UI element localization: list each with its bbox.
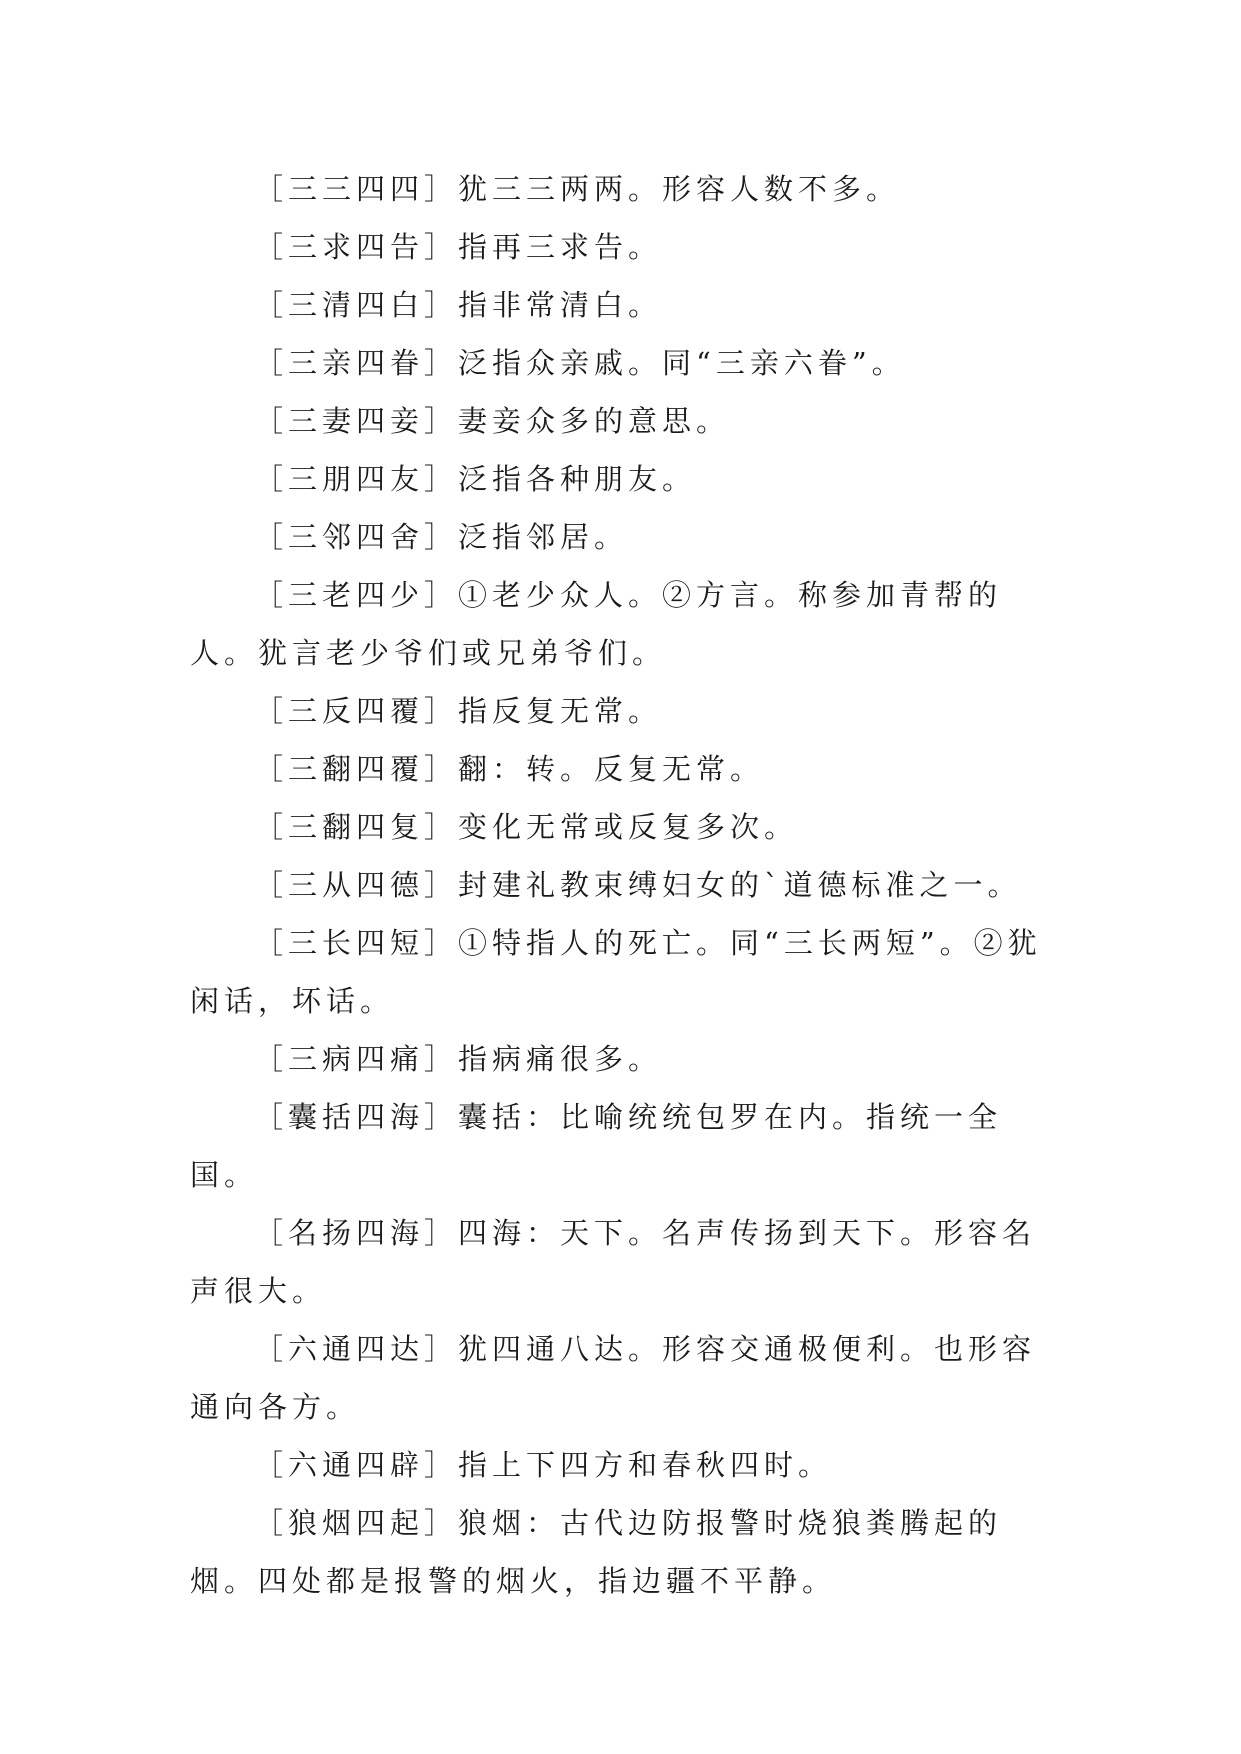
- idiom-entry: ［三反四覆］指反复无常。: [254, 694, 663, 728]
- idiom-entry: ［三妻四妾］妻妾众多的意思。: [254, 404, 731, 438]
- idiom-entry: ［三老四少］①老少众人。②方言。称参加青帮的人。犹言老少爷们或兄弟爷们。: [190, 578, 1003, 670]
- idiom-entry: ［狼烟四起］狼烟：古代边防报警时烧狼粪腾起的烟。四处都是报警的烟火，指边疆不平静。: [190, 1506, 1003, 1598]
- idiom-entry: ［六通四辟］指上下四方和春秋四时。: [254, 1448, 833, 1482]
- idiom-entry: ［三清四白］指非常清白。: [254, 288, 663, 322]
- idiom-entry: ［三三四四］犹三三两两。形容人数不多。: [254, 172, 901, 206]
- idiom-entry: ［三求四告］指再三求告。: [254, 230, 663, 264]
- idiom-entry: ［六通四达］犹四通八达。形容交通极便利。也形容通向各方。: [190, 1332, 1037, 1424]
- idiom-entry: ［三病四痛］指病痛很多。: [254, 1042, 663, 1076]
- idiom-entry: ［三亲四眷］泛指众亲戚。同“三亲六眷”。: [254, 346, 906, 380]
- idiom-entry: ［名扬四海］四海：天下。名声传扬到天下。形容名声很大。: [190, 1216, 1037, 1308]
- idiom-entry: ［三长四短］①特指人的死亡。同“三长两短”。②犹闲话，坏话。: [190, 926, 1042, 1018]
- idiom-entry: ［三翻四覆］翻：转。反复无常。: [254, 752, 765, 786]
- idiom-entry: ［三邻四舍］泛指邻居。: [254, 520, 629, 554]
- idiom-entry: ［三从四德］封建礼教束缚妇女的`道德标准之一。: [254, 868, 1022, 902]
- idiom-entry: ［三朋四友］泛指各种朋友。: [254, 462, 697, 496]
- document-body: [190, 160, 1052, 1610]
- idiom-entry: ［囊括四海］囊括：比喻统统包罗在内。指统一全国。: [190, 1100, 1003, 1192]
- idiom-entry: ［三翻四复］变化无常或反复多次。: [254, 810, 799, 844]
